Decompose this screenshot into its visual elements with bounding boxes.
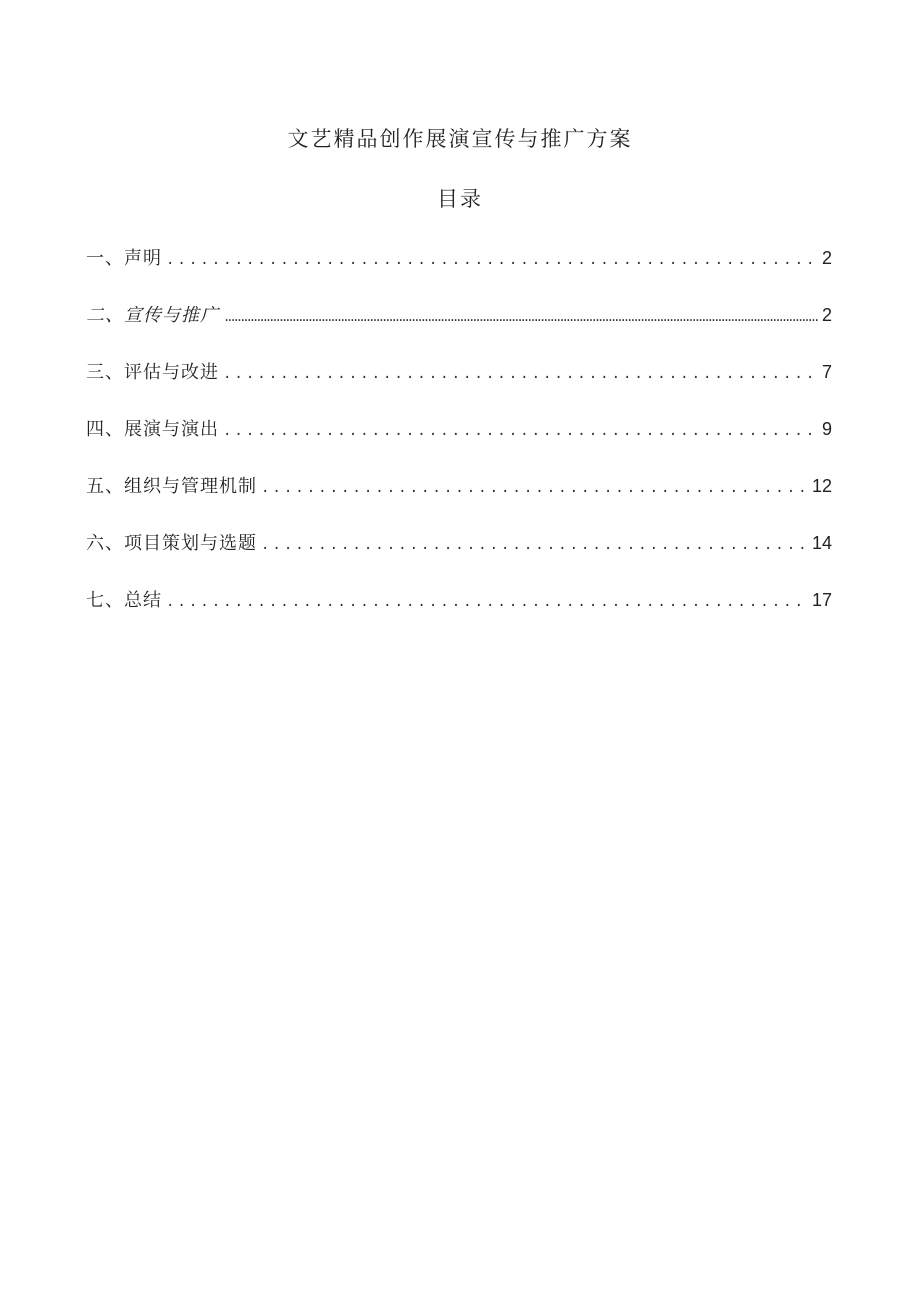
toc-dot-leader xyxy=(223,417,818,446)
toc-entry-page: 7 xyxy=(821,362,832,382)
toc-entry-page: 2 xyxy=(821,305,832,325)
toc-dot-leader xyxy=(261,531,808,560)
toc-entry-3[interactable] xyxy=(86,358,832,387)
toc-entry-1[interactable] xyxy=(86,244,832,273)
toc-entry-2[interactable] xyxy=(86,301,832,330)
toc-entry-page: 17 xyxy=(811,590,832,610)
toc-dot-leader xyxy=(261,474,808,503)
toc-entry-page: 2 xyxy=(821,248,832,268)
toc-entry-page: 12 xyxy=(811,476,832,496)
toc-entry-label: 七、总结 xyxy=(86,590,162,611)
toc-entry-7[interactable] xyxy=(86,586,832,615)
toc-dot-leader xyxy=(166,588,808,617)
toc-entry-5[interactable] xyxy=(86,472,832,501)
toc-entry-label: 五、组织与管理机制 xyxy=(86,476,257,497)
toc-entry-label: 二、宣传与推广 xyxy=(86,305,219,326)
toc-entry-label: 四、展演与演出 xyxy=(86,419,219,440)
toc-entry-label: 一、声明 xyxy=(86,248,162,269)
toc-entry-label: 三、评估与改进 xyxy=(86,362,219,383)
toc-dot-leader xyxy=(166,246,818,275)
toc-entry-4[interactable] xyxy=(86,415,832,444)
toc-heading: 目录 xyxy=(437,187,483,211)
toc-entry-6[interactable] xyxy=(86,529,832,558)
table-of-contents xyxy=(86,244,832,643)
toc-entry-page: 9 xyxy=(821,419,832,439)
document-title: 文艺精品创作展演宣传与推广方案 xyxy=(287,127,633,151)
toc-entry-label: 六、项目策划与选题 xyxy=(86,533,257,554)
toc-entry-page: 14 xyxy=(811,533,832,553)
toc-dot-leader xyxy=(223,360,818,389)
toc-dot-leader xyxy=(223,303,818,332)
